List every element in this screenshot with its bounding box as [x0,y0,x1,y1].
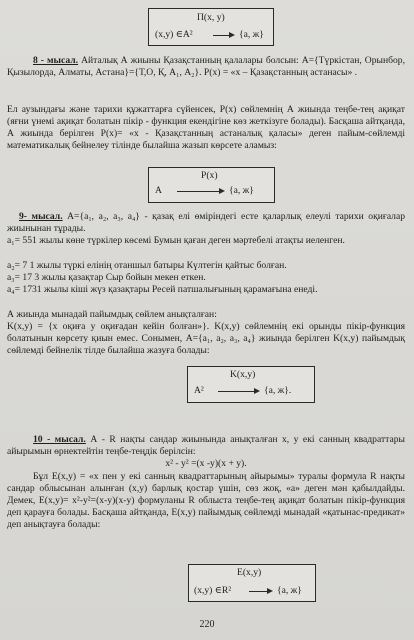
box-title: K(x,y) [230,369,256,380]
mapping-arrow [249,591,271,592]
box-codomain: {а, ж}. [264,385,292,396]
box-title: П(x, y) [197,12,225,23]
page-number: 220 [199,619,215,630]
event-a4: a₄= 1731 жылы кіші жүз қазақтары Ресей патшалығының қарамағына енеді. [7,284,318,295]
example-10-text: А - R нақты сандар жиынында анықталған x, y екі санның квадраттары айырымын өрнектейтін теңбе-теңдік берілсін: [7,434,405,458]
example-8-paragraph [7,55,405,79]
example-10-formula: x² - y² =(x -y)(x + y). [165,458,247,469]
box-title: E(x,y) [237,567,262,578]
box-domain: А [155,185,162,196]
mapping-arrow [177,191,223,192]
example-9-statement-intro: А жиында мынадай пайымдық сөйлем анықталған: [7,309,217,320]
predicate-box-k [187,366,315,403]
box-domain: (x,y) ∈R² [194,585,232,596]
predicate-box-p [148,167,275,203]
event-a1: a₁= 551 жылы көне түркілер көсемі Бумын қаған деген мәртебелі атақты иеленген. [7,235,345,246]
example-8-text: Айталық А жиыны Қазақстанның қалалары болсын: А={Түркістан, Орынбор, Қызылорда, Алматы, Астана}={Т,О, Қ, А₁, А₂}. P(x) = «x – Қазақстанның астанасы» . [7,55,405,79]
example-9-text: А={a₁, a₂, a₃, a₄} - қазақ елі өміріндегі есте қаларлық елеулі тарихи оқиғалар жиынынан тұрады. [7,211,406,235]
example-8-heading: 8 - мысал. [33,55,79,66]
mapping-arrow [213,35,233,36]
box-codomain: {а, ж} [229,185,254,196]
example-8-explanation: Ел аузындағы және тарихи құжаттарға сүйенсек, P(x) сөйлемнің А жиында теңбе-тең ақиқат (яғни үнемі ақиқат болатын пікір - функция екендігіне көз жеткізуге болады). Басқаша айтқанда, А жиында берілген P(x)= «x - Қазақстанның астаналық қаласы» деген пайым-сөйлемді математикалық бейнелеу тілінде былайша жазып көрсете аламыз: [7,104,405,152]
example-10-explanation: Бұл E(x,y) = «x пен y екі санның квадраттарының айырымы» туралы формула R нақты сандар облысынан алынған (x,y) барлық қостар үшін, сөз жоқ, «а» деген мән қабылдайды. Демек, E(x,y)= x²-y²=(x-y)(x-y) формуланы R облыста теңбе-тең ақиқат болатын пікір-функция деп қарауға болады. Басқаша айтқанда, E(x,y) пайымдық сөйлемді мынадай «қатынас-предикат» деп анықтауға болады: [7,471,405,531]
box-domain: А² [194,385,204,396]
box-codomain: {а, ж} [277,585,302,596]
example-9-heading: 9- мысал. [19,211,63,222]
box-codomain: {а, ж} [239,29,264,40]
example-9-explanation: K(x,y) = {x оқиға y оқиғадан кейін болған»}. K(x,y) сөйлемнің екі орынды пікір-функция болатынын көрсету қиын емес. Сонымен, А={a₁, a₂, a₃, a₄} жиында берілген K(x,y) пайымдық сөйлемді бейнелік тілде былайша жазуға болады: [7,321,405,357]
example-9-paragraph [7,211,405,235]
predicate-box-top [148,8,274,46]
example-10-paragraph [7,434,405,458]
example-10-heading: 10 - мысал. [33,434,86,445]
mapping-arrow [218,391,258,392]
box-domain: (x,y) ∈A² [155,29,193,40]
predicate-box-e [188,564,316,602]
event-a2: a₂= 7 1 жылы түркі елінің отаншыл батыры Күлтегін қайтыс болған. [7,260,287,271]
box-title: P(x) [201,170,218,181]
event-a3: a₃= 17 3 жылы қазақтар Сыр бойын мекен еткен. [7,272,206,283]
